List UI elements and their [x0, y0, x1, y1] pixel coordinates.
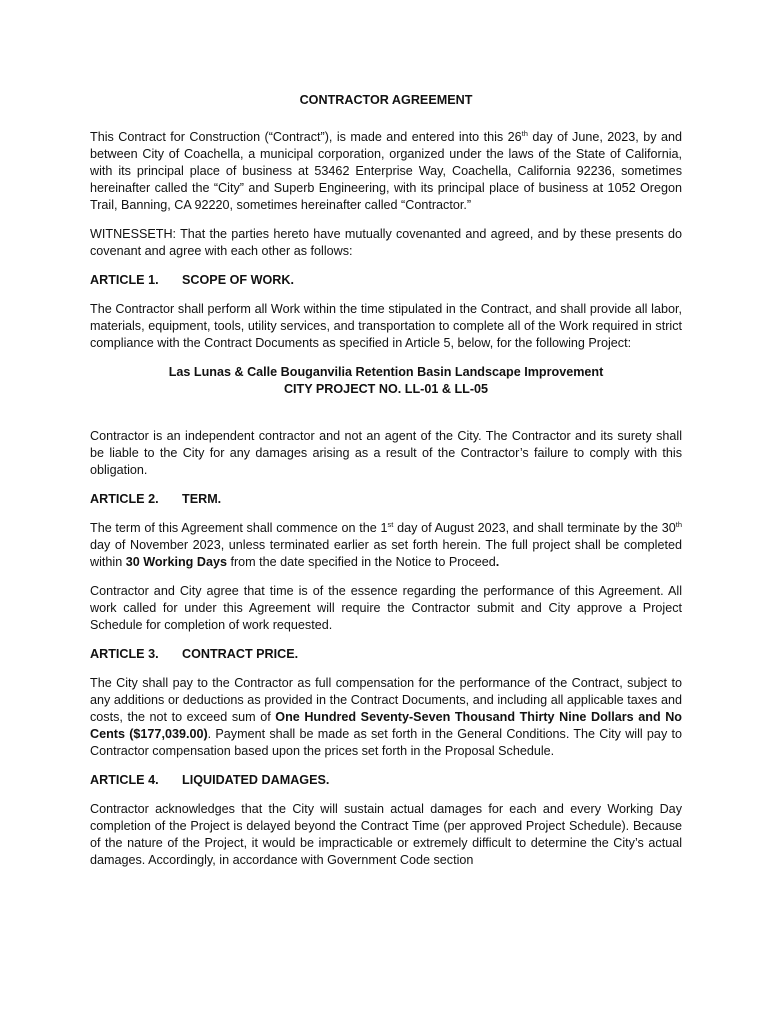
article-2-paragraph-2: Contractor and City agree that time is of the essence regarding the performance of this Agreement. All work called for under this Agreement will require the Contractor submit and City approve a Project Schedule for completion of work requested.	[90, 584, 682, 632]
project-number: CITY PROJECT NO. LL-01 & LL-05	[283, 382, 489, 396]
article-1-paragraph-2: Contractor is an independent contractor and not an agent of the City. The Contractor and its surety shall be liable to the City for any damages arising as a result of the Contractor’s failure to comply with this obligation.	[90, 429, 682, 477]
article-1-heading: ARTICLE 1. SCOPE OF WORK.	[90, 273, 294, 287]
document-title: CONTRACTOR AGREEMENT	[299, 93, 473, 107]
article-3-paragraph-1: The City shall pay to the Contractor as full compensation for the performance of the Contract, subject to any additions or deductions as provided in the Contract Documents, and including all applicable taxes and costs, the not to exceed sum of One Hundred Seventy-Seven Thousand Thirty Nine Dollars and No Cents ($177,039.00). Payment shall be made as set forth in the General Conditions. The City will pay to Contractor compensation based upon the prices set forth in the Proposal Schedule.	[90, 676, 682, 758]
project-name: Las Lunas & Calle Bouganvilia Retention Basin Landscape Improvement	[168, 365, 604, 379]
project-title	[90, 364, 682, 398]
witnesseth-paragraph: WITNESSETH: That the parties hereto have mutually covenanted and agreed, and by these presents do covenant and agree with each other as follows:	[90, 227, 682, 258]
intro-paragraph: This Contract for Construction (“Contract”), is made and entered into this 26th day of June, 2023, by and between City of Coachella, a municipal corporation, organized under the laws of the State of California, with its principal place of business at 53462 Enterprise Way, Coachella, California 92236, sometimes hereinafter called the “City” and Superb Engineering, with its principal place of business at 1052 Oregon Trail, Banning, CA 92220, sometimes hereinafter called “Contractor.”	[90, 128, 682, 212]
article-4-paragraph-1: Contractor acknowledges that the City will sustain actual damages for each and every Working Day completion of the Project is delayed beyond the Contract Time (per approved Project Schedule). Because of the nature of the Project, it would be impracticable or extremely difficult to determine the City’s actual damages. Accordingly, in accordance with Government Code section	[90, 802, 682, 867]
article-2-heading: ARTICLE 2. TERM.	[90, 492, 222, 506]
article-4-heading: ARTICLE 4. LIQUIDATED DAMAGES.	[90, 773, 330, 787]
article-3-heading: ARTICLE 3. CONTRACT PRICE.	[90, 647, 299, 661]
article-1-paragraph-1: The Contractor shall perform all Work within the time stipulated in the Contract, and shall provide all labor, materials, equipment, tools, utility services, and transportation to complete all of the Work required in strict compliance with the Contract Documents as specified in Article 5, below, for the following Project:	[90, 302, 682, 350]
article-2-paragraph-1: The term of this Agreement shall commence on the 1st day of August 2023, and shall terminate by the 30th day of November 2023, unless terminated earlier as set forth herein. The full project shall be completed within 30 Working Days from the date specified in the Notice to Proceed.	[90, 519, 682, 569]
